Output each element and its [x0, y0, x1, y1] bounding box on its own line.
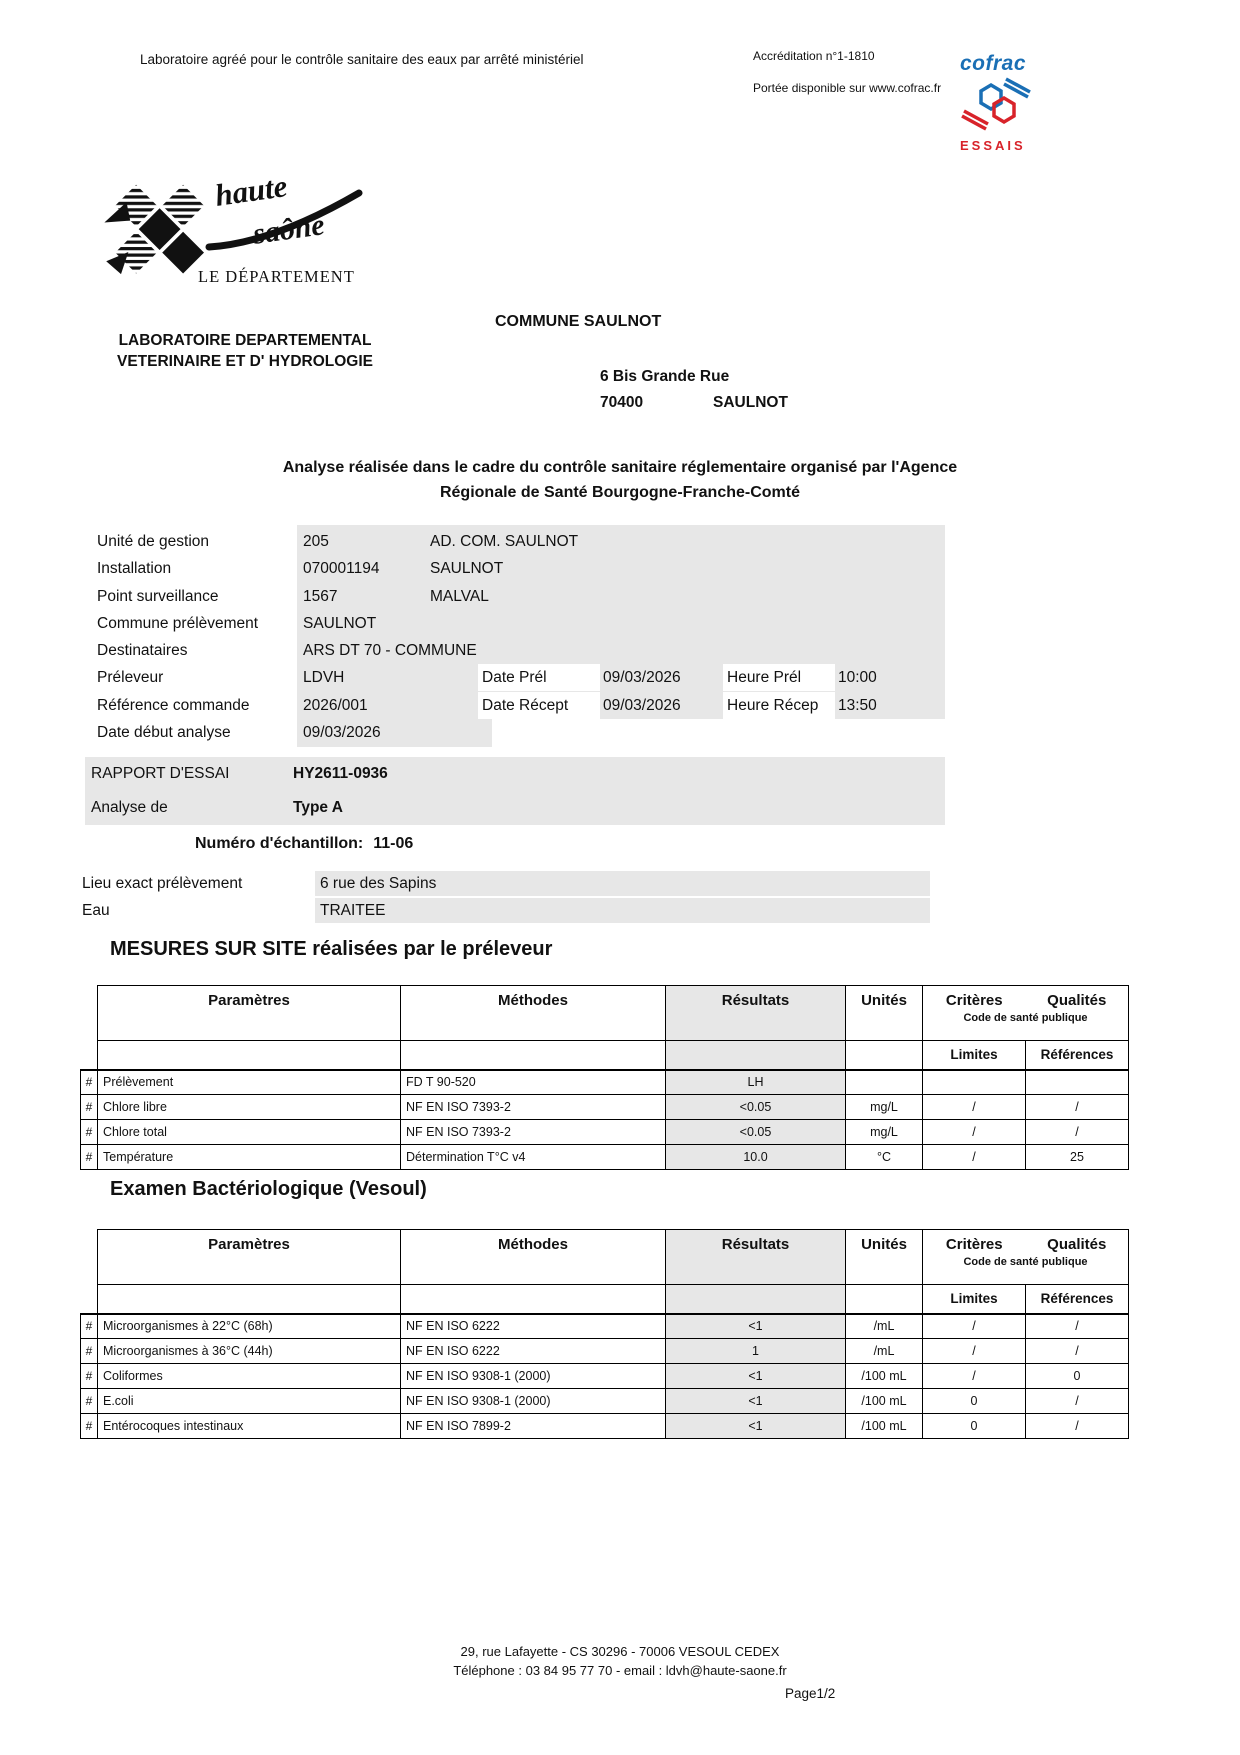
table-row — [81, 1070, 1129, 1095]
date-recept-value: 09/03/2026 — [603, 697, 681, 714]
field-reference-commande — [80, 692, 950, 719]
field-value-name: SAULNOT — [430, 560, 504, 577]
col-header-methodes: Méthodes — [401, 1230, 666, 1285]
cell-ref — [1026, 1070, 1129, 1095]
intro-line1: Analyse réalisée dans le cadre du contrôle sanitaire réglementaire organisé par l'Agence — [282, 459, 958, 476]
field-preleveur — [80, 664, 950, 691]
cell-res: 1 — [666, 1339, 846, 1364]
table-row — [81, 1145, 1129, 1170]
cell-unit: mg/L — [846, 1095, 923, 1120]
cell-res: <1 — [666, 1314, 846, 1339]
cell-lim: / — [923, 1339, 1026, 1364]
accreditation-number: Accréditation n°1-1810 — [753, 49, 875, 63]
cell-res: <0.05 — [666, 1120, 846, 1145]
cell-lim: 0 — [923, 1414, 1026, 1439]
cell-unit: /mL — [846, 1339, 923, 1364]
cell-param: Température — [98, 1145, 401, 1170]
cell-lim: 0 — [923, 1389, 1026, 1414]
cell-unit — [846, 1070, 923, 1095]
cell-ref: / — [1026, 1339, 1129, 1364]
table-row — [81, 1314, 1129, 1339]
cell-hash: # — [81, 1339, 98, 1364]
field-value: 2026/001 — [303, 697, 368, 714]
cofrac-logo — [960, 52, 1040, 153]
field-label: Lieu exact prélèvement — [82, 875, 243, 892]
rapport-label: RAPPORT D'ESSAI — [91, 765, 230, 782]
cell-lim: / — [923, 1145, 1026, 1170]
col-header-resultats: Résultats — [666, 986, 846, 1041]
field-lieu-exact — [80, 871, 940, 897]
cell-hash: # — [81, 1314, 98, 1339]
table-row — [81, 1364, 1129, 1389]
field-label: Commune prélèvement — [97, 615, 259, 632]
col-header-references: Références — [1026, 1285, 1129, 1314]
field-value-name: AD. COM. SAULNOT — [430, 533, 579, 550]
cell-hash: # — [81, 1095, 98, 1120]
field-label: Point surveillance — [97, 588, 219, 605]
laboratory-name-line1: LABORATOIRE DEPARTEMENTAL — [118, 332, 372, 349]
cell-lim: / — [923, 1095, 1026, 1120]
field-value-name: MALVAL — [430, 588, 489, 605]
cell-res: <1 — [666, 1389, 846, 1414]
cell-meth: NF EN ISO 7393-2 — [401, 1095, 666, 1120]
field-value: LDVH — [303, 669, 345, 686]
cell-hash: # — [81, 1414, 98, 1439]
cell-lim: / — [923, 1314, 1026, 1339]
sample-number-line — [195, 835, 413, 853]
hash-col-spacer — [81, 1230, 98, 1285]
col-header-parametres: Paramètres — [98, 1230, 401, 1285]
hash-col-spacer — [81, 1285, 98, 1314]
col-header-unites: Unités — [846, 1230, 923, 1285]
haute-saone-logo — [95, 163, 365, 295]
col-header-code-sante: Code de santé publique — [963, 1012, 1088, 1024]
cell-meth: NF EN ISO 9308-1 (2000) — [401, 1389, 666, 1414]
col-header-limites: Limites — [923, 1041, 1026, 1070]
cell-unit: °C — [846, 1145, 923, 1170]
laboratory-name — [95, 330, 395, 372]
cell-unit: /100 mL — [846, 1389, 923, 1414]
cell-meth: Détermination T°C v4 — [401, 1145, 666, 1170]
recipient-city: SAULNOT — [713, 394, 788, 411]
field-commune-prelevement — [80, 610, 950, 637]
footer-address: 29, rue Lafayette - CS 30296 - 70006 VESOUL CEDEX — [460, 1644, 780, 1659]
col-header-code-sante: Code de santé publique — [963, 1256, 1088, 1268]
empty-cell — [666, 1041, 846, 1070]
cell-param: Coliformes — [98, 1364, 401, 1389]
field-value: 6 rue des Sapins — [320, 875, 437, 892]
field-eau — [80, 898, 940, 924]
sample-number-label: Numéro d'échantillon: — [195, 835, 364, 852]
cell-meth: NF EN ISO 6222 — [401, 1314, 666, 1339]
cell-lim — [923, 1070, 1026, 1095]
col-header-criteres: Critères — [945, 992, 1003, 1009]
cell-param: Microorganismes à 22°C (68h) — [98, 1314, 401, 1339]
field-label: Destinataires — [97, 642, 188, 659]
grey-band — [315, 898, 930, 923]
col-header-criteres-qualites — [923, 1230, 1129, 1285]
agreement-statement: Laboratoire agréé pour le contrôle sanitaire des eaux par arrêté ministériel — [140, 52, 584, 67]
field-value-code: 1567 — [303, 588, 338, 605]
cell-meth: NF EN ISO 9308-1 (2000) — [401, 1364, 666, 1389]
analyse-type: Type A — [293, 799, 343, 816]
heure-recep-value: 13:50 — [838, 697, 877, 714]
field-label: Référence commande — [97, 697, 250, 714]
table-row — [81, 1339, 1129, 1364]
heure-prel-label: Heure Prél — [727, 669, 802, 686]
cell-res: <0.05 — [666, 1095, 846, 1120]
col-header-qualites: Qualités — [1047, 992, 1107, 1009]
cell-hash: # — [81, 1070, 98, 1095]
col-header-limites: Limites — [923, 1285, 1026, 1314]
page-number: Page1/2 — [785, 1686, 836, 1701]
field-unite-de-gestion — [80, 528, 950, 555]
cell-param: E.coli — [98, 1389, 401, 1414]
analyse-de-label: Analyse de — [91, 799, 168, 816]
col-header-resultats: Résultats — [666, 1230, 846, 1285]
field-installation — [80, 555, 950, 582]
empty-cell — [98, 1041, 401, 1070]
logo-word-haute: haute — [212, 168, 290, 213]
section-title-mesures-sur-site: MESURES SUR SITE réalisées par le préleveur — [110, 938, 553, 960]
cell-res: <1 — [666, 1414, 846, 1439]
cell-ref: 0 — [1026, 1364, 1129, 1389]
field-label: Date début analyse — [97, 724, 231, 741]
field-value: SAULNOT — [303, 615, 377, 632]
date-recept-label: Date Récept — [482, 697, 569, 714]
cell-unit: /mL — [846, 1314, 923, 1339]
empty-cell — [98, 1285, 401, 1314]
cell-param: Chlore total — [98, 1120, 401, 1145]
cell-meth: NF EN ISO 7899-2 — [401, 1414, 666, 1439]
cell-ref: 25 — [1026, 1145, 1129, 1170]
date-prel-value: 09/03/2026 — [603, 669, 681, 686]
table-row — [81, 1389, 1129, 1414]
field-value: ARS DT 70 - COMMUNE — [303, 642, 477, 659]
cell-meth: FD T 90-520 — [401, 1070, 666, 1095]
cell-param: Chlore libre — [98, 1095, 401, 1120]
cell-res: LH — [666, 1070, 846, 1095]
intro-line2: Régionale de Santé Bourgogne-Franche-Comté — [439, 483, 801, 501]
col-header-parametres: Paramètres — [98, 986, 401, 1041]
cell-hash: # — [81, 1120, 98, 1145]
empty-cell — [666, 1285, 846, 1314]
mesures-sur-site-table — [80, 985, 1129, 1170]
table-subheader-row — [81, 1041, 1129, 1070]
cell-res: 10.0 — [666, 1145, 846, 1170]
logo-word-saone: saône — [250, 208, 327, 251]
sample-number-value: 11-06 — [373, 835, 414, 852]
cell-ref: / — [1026, 1389, 1129, 1414]
cell-unit: /100 mL — [846, 1364, 923, 1389]
logo-caption: LE DÉPARTEMENT — [198, 267, 355, 286]
cell-meth: NF EN ISO 6222 — [401, 1339, 666, 1364]
field-value-code: 205 — [303, 533, 329, 550]
table-row — [81, 1095, 1129, 1120]
table-row — [81, 1414, 1129, 1439]
cell-lim: / — [923, 1120, 1026, 1145]
empty-cell — [846, 1285, 923, 1314]
field-date-debut-analyse — [80, 719, 950, 746]
col-header-methodes: Méthodes — [401, 986, 666, 1041]
field-value-code: 070001194 — [303, 560, 380, 577]
date-prel-label: Date Prél — [482, 669, 547, 686]
cofrac-hexagons-icon — [960, 76, 1032, 132]
cell-hash: # — [81, 1145, 98, 1170]
cofrac-essais-label: ESSAIS — [960, 138, 1026, 153]
field-label: Installation — [97, 560, 172, 577]
footer-address-block — [90, 1642, 1150, 1680]
col-header-criteres-qualites — [923, 986, 1129, 1041]
rapport-essai-band — [85, 757, 945, 825]
hash-col-spacer — [81, 986, 98, 1041]
recipient-street: 6 Bis Grande Rue — [600, 368, 730, 385]
field-value: TRAITEE — [320, 902, 386, 919]
examen-bacteriologique-table — [80, 1229, 1129, 1439]
heure-recep-label: Heure Récep — [727, 697, 819, 714]
cell-meth: NF EN ISO 7393-2 — [401, 1120, 666, 1145]
cell-unit: mg/L — [846, 1120, 923, 1145]
cofrac-wordmark: cofrac — [960, 52, 1027, 75]
recipient-postal-code: 70400 — [600, 394, 644, 411]
cell-ref: / — [1026, 1120, 1129, 1145]
cell-ref: / — [1026, 1314, 1129, 1339]
hash-col-spacer — [81, 1041, 98, 1070]
section-title-examen-bacteriologique: Examen Bactériologique (Vesoul) — [110, 1178, 427, 1200]
cell-param: Microorganismes à 36°C (44h) — [98, 1339, 401, 1364]
recipient-name: COMMUNE SAULNOT — [495, 313, 662, 330]
empty-cell — [846, 1041, 923, 1070]
cell-hash: # — [81, 1364, 98, 1389]
col-header-qualites: Qualités — [1047, 1236, 1107, 1253]
table-header-row — [81, 1230, 1129, 1285]
rapport-number: HY2611-0936 — [293, 765, 388, 782]
col-header-criteres: Critères — [945, 1236, 1003, 1253]
empty-cell — [401, 1041, 666, 1070]
cell-ref: / — [1026, 1414, 1129, 1439]
footer-contact: Téléphone : 03 84 95 77 70 - email : ldvh@haute-saone.fr — [453, 1663, 787, 1678]
table-subheader-row — [81, 1285, 1129, 1314]
sample-info-block — [80, 525, 950, 749]
field-destinataires — [80, 637, 950, 664]
col-header-references: Références — [1026, 1041, 1129, 1070]
cell-lim: / — [923, 1364, 1026, 1389]
table-header-row — [81, 986, 1129, 1041]
cell-hash: # — [81, 1389, 98, 1414]
laboratory-name-line2: VETERINAIRE ET D' HYDROLOGIE — [116, 353, 373, 370]
cell-res: <1 — [666, 1364, 846, 1389]
cell-ref: / — [1026, 1095, 1129, 1120]
field-label: Eau — [82, 902, 110, 919]
analysis-context-paragraph — [90, 456, 1150, 505]
field-point-surveillance — [80, 583, 950, 610]
cell-param: Entérocoques intestinaux — [98, 1414, 401, 1439]
empty-cell — [401, 1285, 666, 1314]
table-row — [81, 1120, 1129, 1145]
cell-unit: /100 mL — [846, 1414, 923, 1439]
heure-prel-value: 10:00 — [838, 669, 877, 686]
field-label: Unité de gestion — [97, 533, 210, 550]
field-label: Préleveur — [97, 669, 164, 686]
col-header-unites: Unités — [846, 986, 923, 1041]
cell-param: Prélèvement — [98, 1070, 401, 1095]
field-value: 09/03/2026 — [303, 724, 381, 741]
accreditation-scope: Portée disponible sur www.cofrac.fr — [753, 81, 942, 95]
